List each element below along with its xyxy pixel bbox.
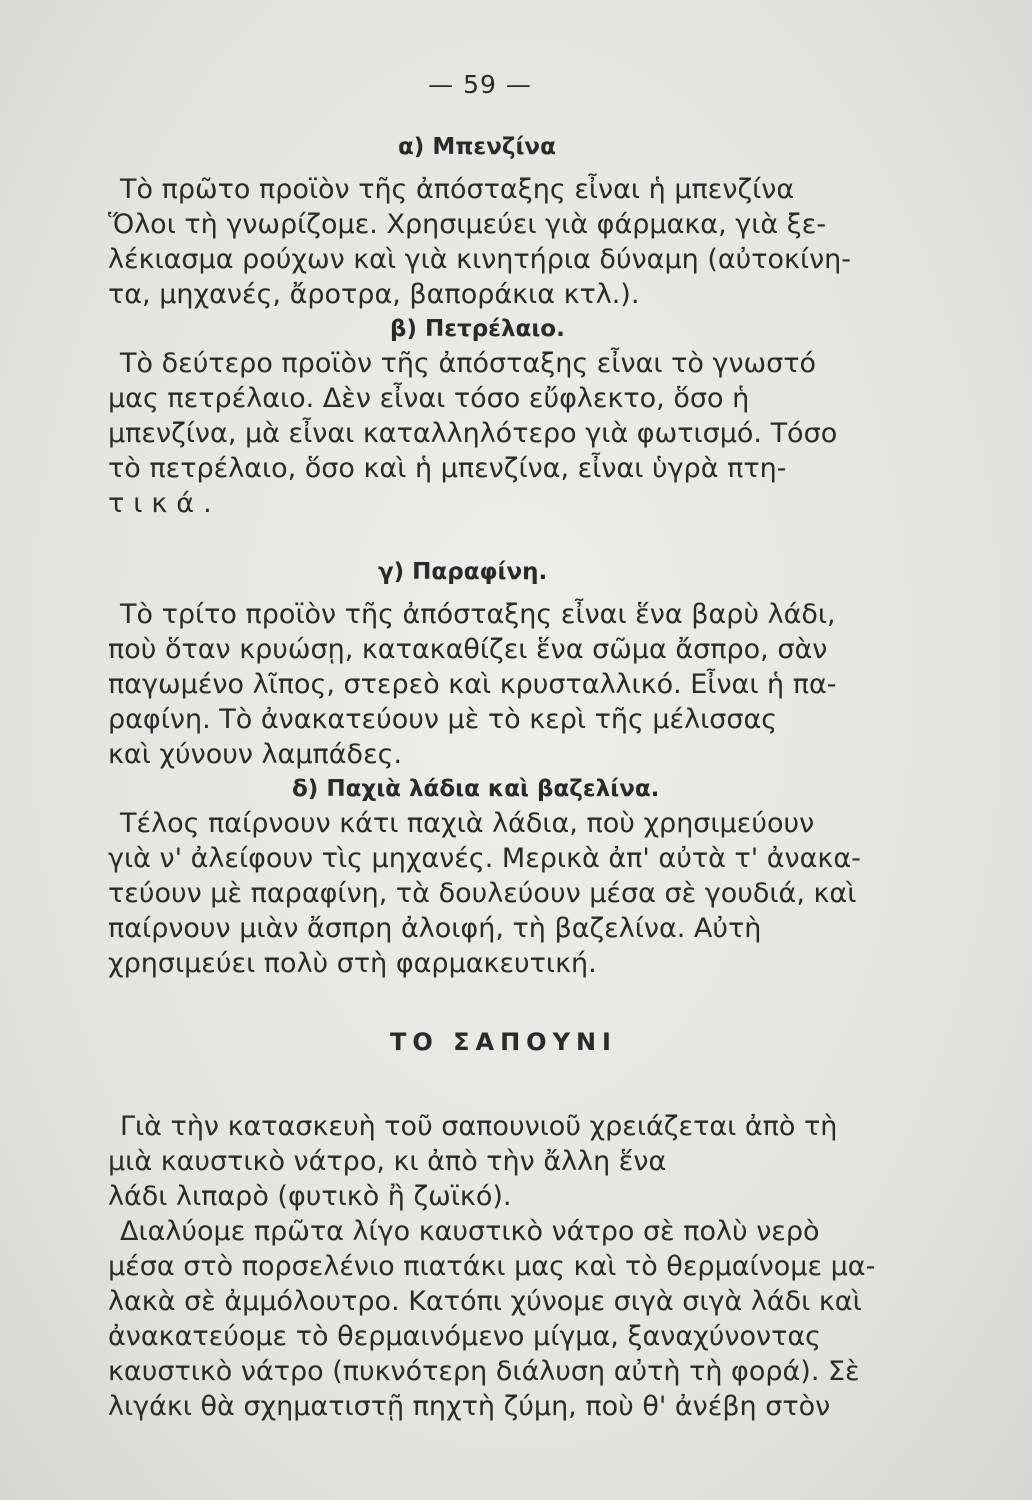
text-line: μπενζίνα, μὰ εἶναι καταλληλότερο γιὰ φωτισμό. Τόσο [108, 418, 838, 449]
text-line: Ὅλοι τὴ γνωρίζομε. Χρησιμεύει γιὰ φάρμακα, γιὰ ξε- [108, 209, 827, 240]
text-line: Τὸ πρῶτο προϊὸν τῆς ἀπόσταξης εἶναι ἡ μπενζίνα [120, 174, 795, 205]
text-line: ἀνακατεύομε τὸ θερμαινόμενο μίγμα, ξαναχύνοντας [108, 1321, 821, 1352]
text-line: ραφίνη. Τὸ ἀνακατεύουν μὲ τὸ κερὶ τῆς μέλισσας [108, 704, 778, 735]
text-line: λάδι λιπαρὸ (φυτικὸ ἢ ζωϊκό). [108, 1181, 512, 1212]
section-heading-petroleum: β) Πετρέλαιο. [390, 316, 565, 342]
chapter-title-soap: ΤΟ ΣΑΠΟΥΝΙ [390, 1028, 617, 1056]
page-number: — 59 — [428, 70, 532, 99]
text-line: λέκιασμα ρούχων καὶ γιὰ κινητήρια δύναμη (αὐτοκίνη- [108, 244, 852, 275]
paragraph-paraffin [108, 597, 926, 772]
text-line: παίρνουν μιὰν ἄσπρη ἀλοιφή, τὴ βαζελίνα. Αὐτὴ [108, 913, 762, 944]
paragraph-soap-method [108, 1214, 926, 1424]
paragraph-petroleum [108, 346, 926, 521]
text-line: τικά. [108, 488, 221, 519]
section-heading-heavy-oils: δ) Παχιὰ λάδια καὶ βαζελίνα. [292, 776, 660, 802]
text-line: Τὸ δεύτερο προϊὸν τῆς ἀπόσταξης εἶναι τὸ γνωστό [120, 348, 817, 379]
text-line: ποὺ ὅταν κρυώσῃ, κατακαθίζει ἕνα σῶμα ἄσπρο, σὰν [108, 634, 828, 665]
paragraph-heavy-oils [108, 806, 926, 981]
paragraph-benzine [108, 172, 926, 312]
paragraph-soap-ingredients [108, 1109, 926, 1214]
text-line: μιὰ καυστικὸ νάτρο, κι ἀπὸ τὴν ἄλλη ἕνα [108, 1146, 667, 1177]
text-line: Γιὰ τὴν κατασκευὴ τοῦ σαπουνιοῦ χρειάζεται ἀπὸ τὴ [120, 1111, 838, 1142]
text-line: Τέλος παίρνουν κάτι παχιὰ λάδια, ποὺ χρησιμεύουν [120, 808, 815, 839]
text-line: λιγάκι θὰ σχηματιστῇ πηχτὴ ζύμη, ποὺ θ' ἀνέβη στὸν [108, 1391, 831, 1422]
text-line: Διαλύομε πρῶτα λίγο καυστικὸ νάτρο σὲ πολὺ νερὸ [120, 1216, 820, 1247]
text-line: χρησιμεύει πολὺ στὴ φαρμακευτική. [108, 948, 597, 979]
text-line: παγωμένο λῖπος, στερεὸ καὶ κρυσταλλικό. Εἶναι ἡ πα- [108, 669, 837, 700]
text-line: τὸ πετρέλαιο, ὅσο καὶ ἡ μπενζίνα, εἶναι ὑγρὰ πτη- [108, 453, 787, 484]
text-line: Τὸ τρίτο προϊὸν τῆς ἀπόσταξης εἶναι ἕνα βαρὺ λάδι, [120, 599, 836, 630]
text-line: καυστικὸ νάτρο (πυκνότερη διάλυση αὐτὴ τὴ φορά). Σὲ [108, 1356, 860, 1387]
text-line: μέσα στὸ πορσελένιο πιατάκι μας καὶ τὸ θερμαίνομε μα- [108, 1251, 876, 1282]
text-line: μας πετρέλαιο. Δὲν εἶναι τόσο εὔφλεκτο, ὅσο ἡ [108, 383, 750, 414]
text-line: γιὰ ν' ἀλείφουν τὶς μηχανές. Μερικὰ ἀπ' αὐτὰ τ' ἀνακα- [108, 843, 861, 874]
text-line: καὶ χύνουν λαμπάδες. [108, 739, 403, 770]
text-line: λακὰ σὲ ἀμμόλουτρο. Κατόπι χύνομε σιγὰ σιγὰ λάδι καὶ [108, 1286, 862, 1317]
section-heading-benzine: α) Μπενζίνα [398, 134, 556, 160]
text-line: τα, μηχανές, ἄροτρα, βαποράκια κτλ.). [108, 279, 640, 310]
text-line: τεύουν μὲ παραφίνη, τὰ δουλεύουν μέσα σὲ γουδιά, καὶ [108, 878, 857, 909]
page-content [108, 130, 926, 1424]
section-heading-paraffin: γ) Παραφίνη. [378, 559, 548, 585]
